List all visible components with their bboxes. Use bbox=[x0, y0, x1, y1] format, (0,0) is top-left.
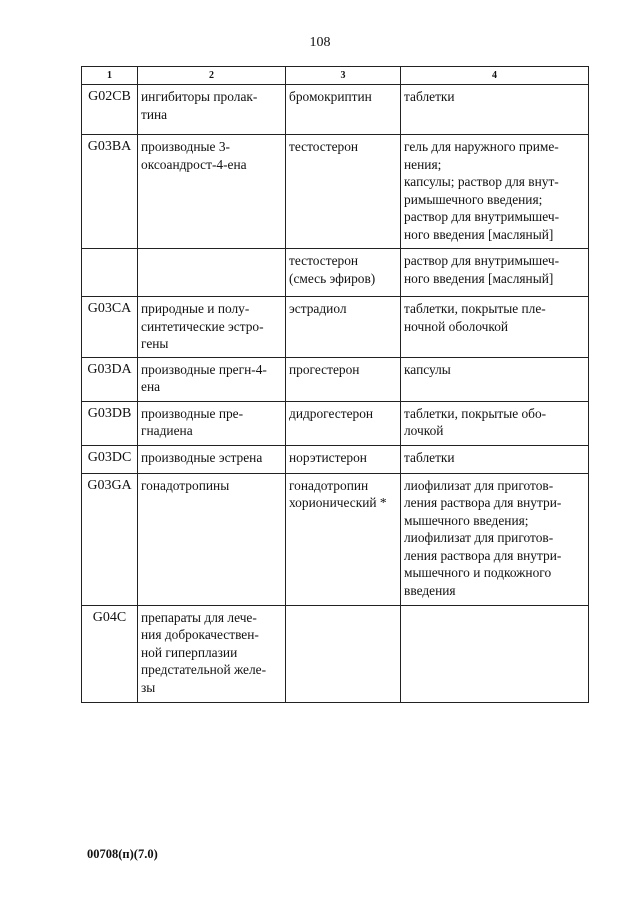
atc-code-cell: G02CB bbox=[82, 85, 138, 135]
cell-text-line: оксоандрост-4-ена bbox=[141, 156, 247, 172]
cell-text-line: зы bbox=[141, 679, 156, 695]
table-header-row bbox=[82, 67, 589, 85]
dosage-form-cell bbox=[401, 605, 589, 702]
dosage-form-cell bbox=[401, 445, 589, 473]
table-row bbox=[82, 605, 589, 702]
cell-text-line: лиофилизат для приготов- bbox=[404, 530, 554, 545]
dosage-form-cell bbox=[401, 401, 589, 445]
cell-text-line: тестостерон bbox=[289, 139, 359, 154]
table-row bbox=[82, 297, 589, 358]
cell-text-line: ного введения [масляный] bbox=[404, 270, 554, 286]
cell-text-line: нения; bbox=[404, 156, 442, 172]
column-header: 3 bbox=[286, 67, 401, 85]
cell-text-line: гнадиена bbox=[141, 423, 193, 438]
column-header: 2 bbox=[138, 67, 286, 85]
atc-code-cell: G03GA bbox=[82, 473, 138, 605]
cell-text-line: капсулы bbox=[404, 361, 451, 377]
cell-text-line: препараты для лече- bbox=[141, 609, 257, 625]
cell-text-line: производные эстрена bbox=[141, 449, 263, 465]
pharmacological-group-cell bbox=[138, 473, 286, 605]
table-row bbox=[82, 249, 589, 297]
table-row bbox=[82, 357, 589, 401]
cell-text-line: гель для наружного приме- bbox=[404, 139, 559, 154]
page-number: 108 bbox=[309, 35, 331, 50]
cell-text-line: ления раствора для внутри- bbox=[404, 547, 562, 563]
document-footer-code: 00708(п)(7.0) bbox=[87, 847, 158, 861]
pharmacological-group-cell bbox=[138, 401, 286, 445]
pharmacological-group-cell bbox=[138, 85, 286, 135]
atc-code-cell bbox=[82, 249, 138, 297]
cell-text-line: ена bbox=[141, 379, 161, 394]
cell-text-line: природные и полу- bbox=[141, 301, 250, 316]
atc-code-cell: G03DB bbox=[82, 401, 138, 445]
pharmacological-group-cell bbox=[138, 445, 286, 473]
cell-text-line: раствор для внутримышеч- bbox=[404, 253, 560, 268]
cell-text-line: ингибиторы пролак- bbox=[141, 89, 258, 104]
cell-text-line: тестостерон bbox=[289, 253, 359, 268]
drug-name-cell bbox=[286, 445, 401, 473]
atc-code-cell: G03CA bbox=[82, 297, 138, 358]
cell-text-line: производные пре- bbox=[141, 405, 244, 421]
cell-text-line: римышечного введения; bbox=[404, 191, 543, 207]
column-header: 4 bbox=[401, 67, 589, 85]
atc-code-cell: G03BA bbox=[82, 135, 138, 249]
cell-text-line: гены bbox=[141, 336, 169, 351]
cell-text-line: (смесь эфиров) bbox=[289, 270, 376, 286]
cell-text-line: хорионический * bbox=[289, 495, 387, 510]
dosage-form-cell bbox=[401, 135, 589, 249]
table-row bbox=[82, 135, 589, 249]
cell-text-line: гонадотропины bbox=[141, 477, 230, 493]
cell-text-line: производные 3- bbox=[141, 139, 230, 154]
cell-text-line: лочкой bbox=[404, 423, 444, 438]
table-body bbox=[82, 85, 589, 703]
atc-code-cell: G03DA bbox=[82, 357, 138, 401]
drug-name-cell bbox=[286, 249, 401, 297]
drug-name-cell bbox=[286, 605, 401, 702]
cell-text-line: дидрогестерон bbox=[289, 405, 374, 421]
cell-text-line: ления раствора для внутри- bbox=[404, 495, 562, 510]
drug-name-cell bbox=[286, 473, 401, 605]
cell-text-line: эстрадиол bbox=[289, 301, 347, 316]
pharmacological-group-cell bbox=[138, 357, 286, 401]
cell-text-line: таблетки bbox=[404, 89, 455, 104]
table-row bbox=[82, 473, 589, 605]
dosage-form-cell bbox=[401, 473, 589, 605]
atc-code-cell: G04C bbox=[82, 605, 138, 702]
cell-text-line: тина bbox=[141, 106, 168, 122]
cell-text-line: бромокриптин bbox=[289, 89, 372, 104]
cell-text-line: ной гиперплазии bbox=[141, 644, 238, 660]
cell-text-line: ночной оболочкой bbox=[404, 318, 509, 334]
pharmacological-group-cell bbox=[138, 605, 286, 702]
cell-text-line: ного введения [масляный] bbox=[404, 226, 554, 242]
pharmacological-group-cell bbox=[138, 135, 286, 249]
drug-classification-table bbox=[81, 66, 589, 703]
drug-name-cell bbox=[286, 357, 401, 401]
cell-text-line: норэтистерон bbox=[289, 449, 367, 465]
cell-text-line: таблетки, покрытые пле- bbox=[404, 301, 546, 316]
drug-name-cell bbox=[286, 135, 401, 249]
atc-code-cell: G03DC bbox=[82, 445, 138, 473]
drug-name-cell bbox=[286, 297, 401, 358]
cell-text-line: таблетки bbox=[404, 449, 455, 465]
cell-text-line: синтетические эстро- bbox=[141, 318, 264, 334]
cell-text-line: производные прегн-4- bbox=[141, 361, 267, 377]
cell-text-line: мышечного введения; bbox=[404, 512, 529, 528]
cell-text-line: гонадотропин bbox=[289, 477, 369, 493]
dosage-form-cell bbox=[401, 357, 589, 401]
cell-text-line: таблетки, покрытые обо- bbox=[404, 405, 547, 421]
drug-name-cell bbox=[286, 85, 401, 135]
pharmacological-group-cell bbox=[138, 249, 286, 297]
cell-text-line: прогестерон bbox=[289, 361, 360, 377]
cell-text-line: ния доброкачествен- bbox=[141, 627, 259, 642]
pharmacological-group-cell bbox=[138, 297, 286, 358]
cell-text-line: капсулы; раствор для внут- bbox=[404, 174, 559, 189]
cell-text-line: введения bbox=[404, 582, 456, 598]
dosage-form-cell bbox=[401, 297, 589, 358]
table-row bbox=[82, 401, 589, 445]
cell-text-line: лиофилизат для приготов- bbox=[404, 477, 554, 493]
table-row bbox=[82, 445, 589, 473]
column-header: 1 bbox=[82, 67, 138, 85]
cell-text-line: мышечного и подкожного bbox=[404, 565, 552, 580]
table-row bbox=[82, 85, 589, 135]
dosage-form-cell bbox=[401, 249, 589, 297]
dosage-form-cell bbox=[401, 85, 589, 135]
cell-text-line: предстательной желе- bbox=[141, 662, 267, 677]
drug-name-cell bbox=[286, 401, 401, 445]
cell-text-line: раствор для внутримышеч- bbox=[404, 209, 560, 224]
